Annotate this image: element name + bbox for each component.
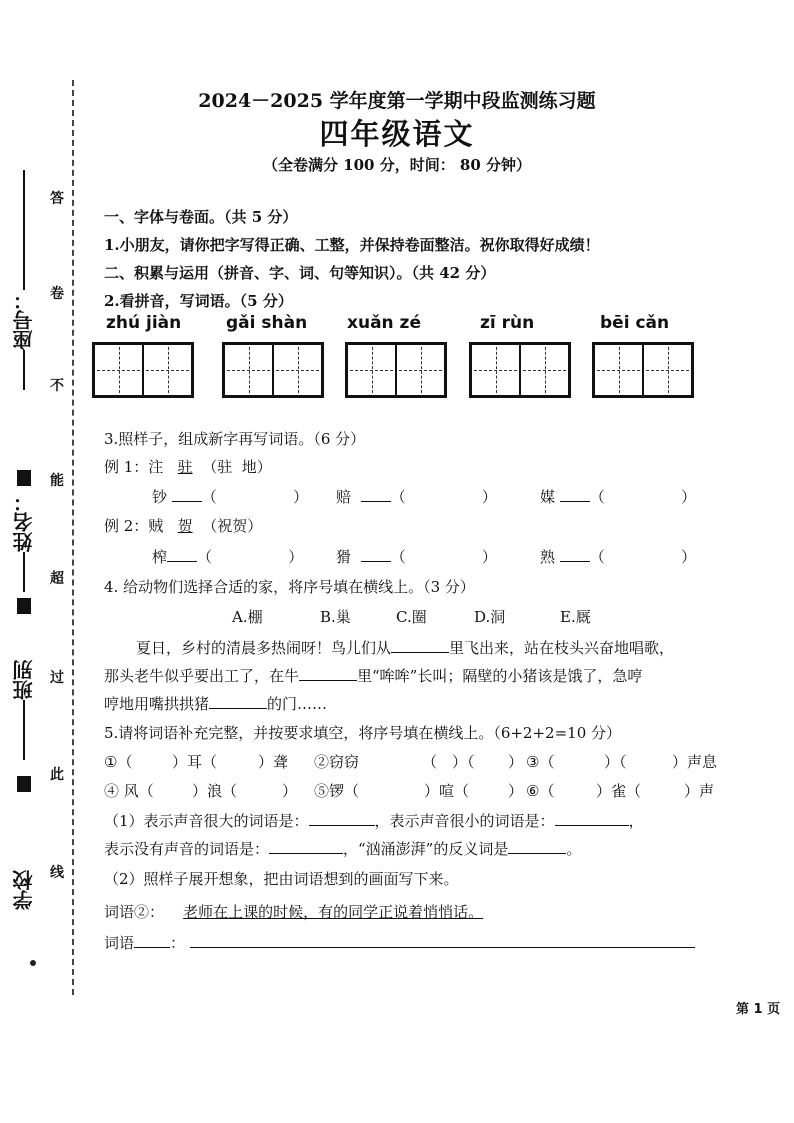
q5-term: ①（ [104, 753, 133, 771]
q3-example1 [104, 456, 272, 477]
q5-term: ）（ [452, 753, 475, 771]
q4-paragraph-line2 [104, 665, 642, 686]
class-label: 班别 [12, 660, 36, 700]
example1-word: （驻 地） [202, 458, 272, 476]
section2-heading: 二、积累与运用（拼音、字、词、句等知识）。（共 42 分） [104, 264, 496, 282]
q3-char: 榨 [152, 548, 168, 566]
q5-example [104, 901, 483, 922]
school-label: 学校 [12, 870, 36, 910]
subject-title: 四年级语文 [319, 117, 475, 151]
loud-blank[interactable] [309, 825, 375, 826]
seat-line-bottom [23, 350, 25, 390]
q3-title: 3.照样子，组成新字再写词语。（6 分） [104, 430, 366, 448]
q3-char: 赔 [336, 488, 352, 506]
q5-title: 5.请将词语补充完整，并按要求填空，将序号填在横线上。（6+2+2=10 分） [104, 724, 622, 742]
q5-term: ） [282, 782, 298, 800]
pinyin-4: zī rùn [480, 313, 535, 333]
q5-term: ②窃窃 [314, 753, 360, 771]
q4-paragraph-line3 [104, 693, 327, 714]
seat-line [23, 170, 25, 290]
margin-char: 线 [50, 865, 64, 881]
q4-text: 里飞出来，站在枝头兴奋地唱歌， [449, 639, 675, 657]
antonym-blank[interactable] [508, 853, 566, 854]
q3-row2-item: 榨 （ ） [152, 548, 304, 566]
q4-text: 里“哞哞”长叫；隔壁的小猪该是饿了，急哼 [357, 667, 643, 685]
name-mark [17, 470, 31, 486]
char-blank[interactable] [361, 561, 391, 562]
char-blank[interactable] [167, 561, 197, 562]
quiet-blank[interactable] [555, 825, 629, 826]
q5-term: ⑥（ [526, 782, 555, 800]
q5-sub1-line2 [104, 838, 581, 859]
q4-option: B.巢 [320, 608, 351, 626]
q3-row1-item: 媒 （ ） [540, 488, 697, 506]
school-mark [17, 776, 31, 792]
class-mark [17, 598, 31, 614]
q5-text: ， [628, 812, 644, 830]
char-blank[interactable] [361, 501, 391, 502]
example2-answer: 贺 [177, 517, 193, 535]
exam-title: 2024－2025 学年度第一学期中段监测练习题 [198, 90, 596, 112]
q3-row1-item: 赔 （ ） [336, 488, 497, 506]
q4-title: 4. 给动物们选择合适的家，将序号填在横线上。（3 分） [104, 578, 475, 596]
q4-blank-1[interactable] [391, 652, 449, 653]
seat-field[interactable] [4, 170, 44, 390]
writing-grid-4[interactable] [469, 342, 571, 398]
example2-word: （祝贺） [202, 517, 263, 535]
q5-text: 表示没有声音的词语是： [104, 840, 270, 858]
q5-term: ④ 风（ [104, 782, 154, 800]
q5-term: ）喧（ [424, 782, 470, 800]
exam-info: （全卷满分 100 分，时间： 80 分钟） [262, 156, 532, 174]
answer-blank[interactable] [190, 947, 695, 948]
example1-label: 例 1：注 [104, 458, 164, 476]
q5-text: ，表示声音很小的词语是： [374, 812, 555, 830]
name-label: 姓名： [12, 492, 36, 552]
margin-char: 不 [50, 378, 64, 394]
q5-sub1-line1 [104, 810, 644, 831]
q3-row2-item: 猾 （ ） [336, 548, 497, 566]
q3-char: 媒 [540, 488, 556, 506]
q5-term: （ [422, 753, 438, 771]
answer-number-blank[interactable] [134, 947, 170, 948]
pinyin-5: bēi cǎn [600, 313, 670, 333]
q5-answer-line [104, 932, 695, 953]
example-label: 词语②： [104, 903, 165, 921]
q4-text: 哼地用嘴拱拱猪 [104, 695, 210, 713]
q4-option: C.圈 [396, 608, 427, 626]
q5-term: ）聋 [258, 753, 289, 771]
school-field[interactable] [4, 870, 44, 910]
margin-char: 答 [50, 191, 64, 207]
q5-term: ）浪（ [192, 782, 238, 800]
q3-row2-item: 熟 （ ） [540, 548, 697, 566]
q5-term: ）声 [684, 782, 715, 800]
q5-text: （1）表示声音很大的词语是： [104, 812, 309, 830]
margin-dot [30, 960, 36, 966]
q5-term: ）雀（ [596, 782, 642, 800]
pinyin-2: gǎi shàn [226, 313, 308, 333]
char-blank[interactable] [560, 561, 590, 562]
name-line [23, 552, 25, 592]
writing-grid-2[interactable] [222, 342, 324, 398]
page-number: 第 1 页 [736, 1002, 781, 1017]
q5-term: ） [508, 753, 524, 771]
q4-text: 的门…… [267, 695, 328, 713]
q4-option: D.洞 [474, 608, 506, 626]
q5-term: ③（ [526, 753, 555, 771]
q5-text: ，“汹涌澎湃”的反义词是 [343, 840, 509, 858]
seat-label: 座号： [12, 290, 36, 350]
example1-answer: 驻 [177, 458, 193, 476]
q2-title: 2.看拼音，写词语。（5 分） [104, 292, 293, 310]
example2-label: 例 2：贼 [104, 517, 164, 535]
answer-label: 词语 [104, 934, 135, 952]
char-blank[interactable] [560, 501, 590, 502]
margin-char: 能 [50, 473, 64, 489]
q4-blank-2[interactable] [299, 680, 357, 681]
writing-grid-5[interactable] [592, 342, 694, 398]
answer-colon: ： [170, 934, 186, 952]
q5-sub2: （2）照样子展开想象，把由词语想到的画面写下来。 [104, 870, 459, 888]
pinyin-3: xuǎn zé [347, 313, 421, 333]
silent-blank[interactable] [269, 853, 343, 854]
q3-example2 [104, 515, 262, 536]
writing-grid-1[interactable] [92, 342, 194, 398]
margin-char: 过 [50, 670, 64, 686]
margin-char: 此 [50, 767, 64, 783]
q3-char: 钞 [152, 488, 168, 506]
char-blank[interactable] [172, 501, 202, 502]
class-field[interactable] [4, 660, 44, 798]
q4-option: E.厩 [560, 608, 591, 626]
q5-text: 。 [566, 840, 582, 858]
section1-heading: 一、字体与卷面。（共 5 分） [104, 208, 298, 226]
q4-blank-3[interactable] [209, 708, 267, 709]
q5-term: ⑤锣（ [314, 782, 360, 800]
q4-option: A.棚 [232, 608, 263, 626]
q5-term: ）（ [604, 753, 627, 771]
q5-term: ）耳（ [172, 753, 218, 771]
q3-row1-item: 钞 （ ） [152, 488, 309, 506]
margin-char: 超 [50, 571, 64, 587]
q5-term: ）声息 [672, 753, 718, 771]
q4-paragraph-line1 [136, 637, 674, 658]
q5-term: ） [508, 782, 524, 800]
pinyin-1: zhú jiàn [106, 313, 182, 333]
q3-char: 猾 [336, 548, 352, 566]
class-line [23, 700, 25, 760]
name-field[interactable] [4, 470, 44, 620]
q1-text: 1.小朋友，请你把字写得正确、工整，并保持卷面整洁。祝你取得好成绩！ [104, 236, 600, 254]
q4-text: 那头老牛似乎要出工了，在牛 [104, 667, 300, 685]
writing-grid-3[interactable] [345, 342, 447, 398]
q4-text: 夏日，乡村的清晨多热闹呀！鸟儿们从 [136, 639, 392, 657]
q3-char: 熟 [540, 548, 556, 566]
binding-dashed-line [72, 80, 74, 995]
margin-char: 卷 [50, 286, 64, 302]
example-text: 老师在上课的时候，有的同学正说着悄悄话。 [183, 903, 484, 921]
